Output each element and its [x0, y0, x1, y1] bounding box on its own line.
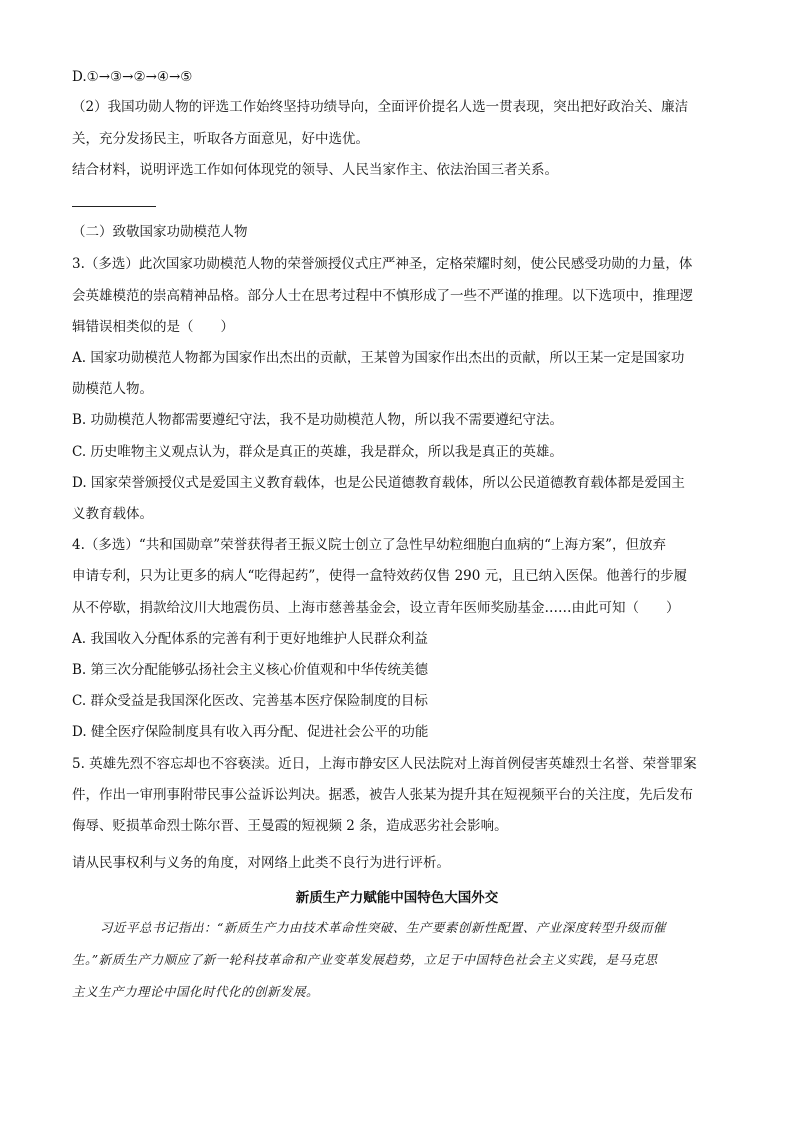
question-4-option-c: C. 群众受益是我国深化医改、完善基本医疗保险制度的目标 — [72, 693, 428, 709]
question-4-line-2: 申请专利，只为让更多的病人“吃得起药”，使得一盒特效药仅售 290 元，且已纳入医保。他善行的步履 — [72, 568, 688, 584]
quote-line-2: 生。”新质生产力顺应了新一轮科技革命和产业变革发展趋势，立足于中国特色社会主义实践，是马克思 — [72, 952, 658, 967]
question-5-line-3: 侮辱、贬损革命烈士陈尔晋、王曼霞的短视频 2 条，造成恶劣社会影响。 — [72, 818, 508, 834]
question-3-line-1: 3.（多选）此次国家功勋模范人物的荣誉颁授仪式庄严神圣，定格荣耀时刻，使公民感受功勋的力量，体 — [72, 256, 693, 272]
question-5-line-2: 件，作出一审刑事附带民事公益诉讼判决。据悉，被告人张某为提升其在短视频平台的关注度，先后发布 — [72, 787, 693, 803]
question-2-para-line-1: （2）我国功勋人物的评选工作始终坚持功绩导向，全面评价提名人选一贯表现，突出把好政治关、廉洁 — [72, 99, 689, 115]
answer-blank-rule — [72, 206, 156, 207]
question-3-line-3: 辑错误相类似的是（ ） — [72, 319, 234, 335]
option-d-order: D.①→③→②→④→⑤ — [72, 69, 193, 85]
section-title: 新质生产力赋能中国特色大国外交 — [295, 890, 499, 906]
question-5-line-1: 5. 英雄先烈不容忘却也不容亵渎。近日，上海市静安区人民法院对上海首例侵害英雄烈士名誉、荣誉罪案 — [72, 756, 697, 772]
quote-line-1: 习近平总书记指出：“新质生产力由技术革命性突破、生产要素创新性配置、产业深度转型升级而催 — [100, 920, 666, 935]
question-4-option-d: D. 健全医疗保险制度具有收入再分配、促进社会公平的功能 — [72, 724, 429, 740]
question-4-option-a: A. 我国收入分配体系的完善有利于更好地维护人民群众利益 — [72, 631, 428, 647]
question-2-para-line-2: 关，充分发扬民主，听取各方面意见，好中选优。 — [72, 131, 369, 147]
question-5-prompt: 请从民事权利与义务的角度，对网络上此类不良行为进行评析。 — [72, 855, 450, 871]
question-4-line-3: 从不停歇，捐款给汶川大地震伤员、上海市慈善基金会，设立青年医师奖励基金……由此可知（ ） — [72, 600, 680, 616]
question-3-option-d-line-2: 义教育载体。 — [72, 506, 153, 522]
question-3-option-a-line-1: A. 国家功勋模范人物都为国家作出杰出的贡献，王某曾为国家作出杰出的贡献，所以王某一定是国家功 — [72, 350, 685, 366]
section-heading: （二）致敬国家功勋模范人物 — [72, 224, 248, 240]
question-3-line-2: 会英雄模范的崇高精神品格。部分人士在思考过程中不慎形成了一些不严谨的推理。以下选项中，推理逻 — [72, 288, 693, 304]
question-2-prompt: 结合材料，说明评选工作如何体现党的领导、人民当家作主、依法治国三者关系。 — [72, 162, 558, 178]
question-3-option-c: C. 历史唯物主义观点认为，群众是真正的英雄，我是群众，所以我是真正的英雄。 — [72, 444, 563, 460]
question-4-line-1: 4.（多选）“共和国勋章”荣誉获得者王振义院士创立了急性早幼粒细胞白血病的“上海方案”，但放弃 — [72, 537, 666, 553]
question-3-option-b: B. 功勋模范人物都需要遵纪守法，我不是功勋模范人物，所以我不需要遵纪守法。 — [72, 412, 564, 428]
question-3-option-d-line-1: D. 国家荣誉颁授仪式是爱国主义教育载体，也是公民道德教育载体，所以公民道德教育载体都是爱国主 — [72, 475, 685, 491]
question-3-option-a-line-2: 勋模范人物。 — [72, 381, 153, 397]
quote-line-3: 主义生产力理论中国化时代化的创新发展。 — [72, 984, 320, 999]
question-4-option-b: B. 第三次分配能够弘扬社会主义核心价值观和中华传统美德 — [72, 662, 429, 678]
